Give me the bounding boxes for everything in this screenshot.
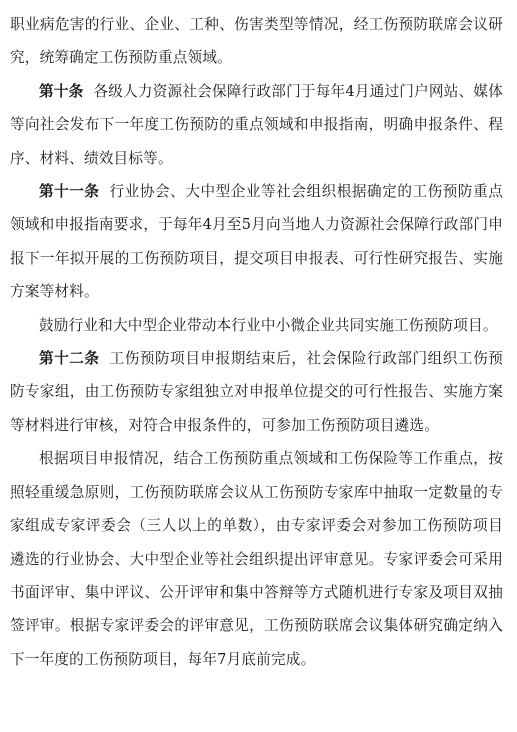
paragraph-text: 鼓励行业和大中型企业带动本行业中小微企业共同实施工伤预防项目。: [39, 316, 498, 334]
article-10-paragraph: [10, 75, 503, 175]
paragraph-text: 各级人力资源社会保障行政部门于每年4月通过门户网站、媒体等向社会发布下一年度工伤预防的重点领域和申报指南，明确申报条件、程序、材料、绩效目标等。: [10, 82, 503, 167]
article-label: 第十条: [39, 82, 84, 100]
article-11-paragraph: [10, 175, 503, 309]
paragraph-text: 职业病危害的行业、企业、工种、伤害类型等情况，经工伤预防联席会议研究，统筹确定工伤预防重点领域。: [10, 16, 503, 67]
article-12-paragraph: [10, 342, 503, 442]
article-12-second-paragraph: [10, 442, 503, 676]
article-11-second-paragraph: [10, 309, 503, 342]
article-label: 第十一条: [39, 183, 100, 201]
paragraph-text: 根据项目申报情况，结合工伤预防重点领域和工伤保险等工作重点，按照轻重缓急原则，工伤预防联席会议从工伤预防专家库中抽取一定数量的专家组成专家评委会（三人以上的单数），由专家评委会对参加工伤预防项目遴选的行业协会、大中型企业等社会组织提出评审意见。专家评委会可采用书面评审、集中评议、公开评审和集中答辩等方式随机进行专家及项目双抽签评审。根据专家评委会的评审意见，工伤预防联席会议集体研究确定纳入下一年度的工伤预防项目，每年7月底前完成。: [10, 450, 503, 668]
paragraph-text: 行业协会、大中型企业等社会组织根据确定的工伤预防重点领域和申报指南要求，于每年4月至5月向当地人力资源社会保障行政部门申报下一年拟开展的工伤预防项目，提交项目申报表、可行性研究报告、实施方案等材料。: [10, 183, 504, 301]
article-label: 第十二条: [39, 350, 100, 368]
paragraph-continued-from-previous-page: [10, 8, 503, 75]
paragraph-text: 工伤预防项目申报期结束后，社会保险行政部门组织工伤预防专家组，由工伤预防专家组独立对申报单位提交的可行性报告、实施方案等材料进行审核，对符合申报条件的，可参加工伤预防项目遴选。: [10, 350, 504, 434]
